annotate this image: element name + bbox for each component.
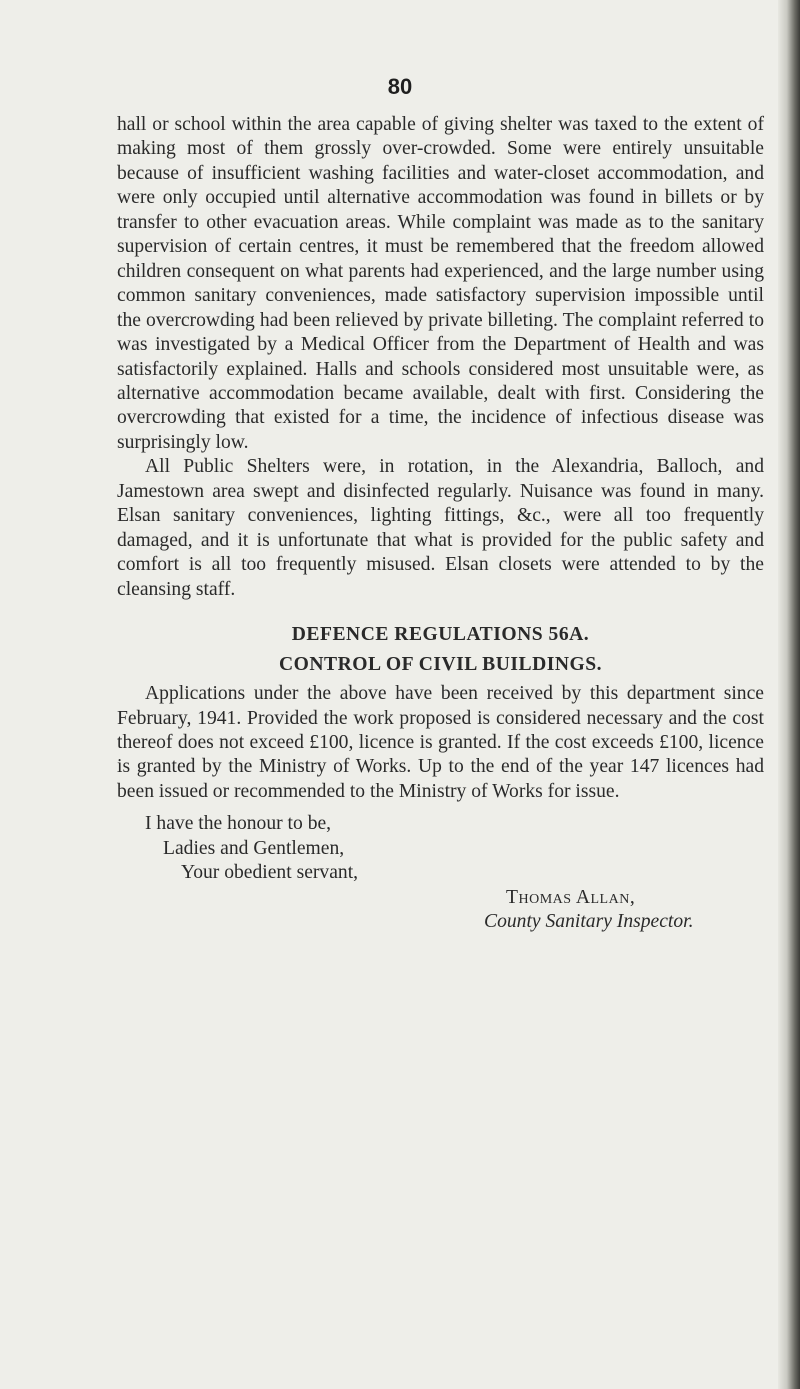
paragraph-shelter-overcrowding: hall or school within the area capable of giving shelter was taxed to the extent of making most of them grossly over-crowded. Some were entirely unsuitable because of insufficient washing facilities and water-closet accommodation, and were only occupied until alternative accommodation was found in billets or by transfer to other evacuation areas. While complaint was made as to the sanitary supervision of certain centres, it must be remembered that the freedom allowed children consequent on what parents had experienced, and the large number using common sanitary conveniences, made satisfactory supervision impossible until the overcrowding had been relieved by private billeting. The complaint referred to was investigated by a Medical Officer from the Department of Health and was satisfactorily explained. Halls and schools considered most unsuitable were, as alternative accommodation became available, dealt with first. Considering the overcrowding that existed for a time, the incidence of infectious disease was surprisingly low. [117,114,764,453]
page-edge-shadow [778,0,800,1389]
paragraph-applications: Applications under the above have been received by this department since February, 1941. Provided the work proposed is considered necessary and the cost thereof does not exceed £100, licence is granted. If the cost exceeds £100, licence is granted by the Ministry of Works. Up to the end of the year 147 licences had been issued or recommended to the Ministry of Works for issue. [117,683,764,802]
letter-closing [117,812,764,935]
page-number: 80 [387,74,413,99]
section-heading-defence-regulations: DEFENCE REGULATIONS 56A. [291,624,590,646]
paragraph-public-shelters: All Public Shelters were, in rotation, in the Alexandria, Balloch, and Jamestown area swept and disinfected regularly. Nuisance was found in many. Elsan sanitary conveniences, lighting fittings, &c., were all too frequently damaged, and it is unfortunate that what is provided for the public safety and comfort is all too frequently misused. Elsan closets were attended to by the cleansing staff. [117,456,764,600]
closing-honour-line: I have the honour to be, [145,813,332,835]
signature-title: County Sanitary Inspector. [484,911,694,933]
document-body [117,113,764,935]
closing-servant-line: Your obedient servant, [181,862,359,884]
signature-name: Thomas Allan, [506,886,636,908]
closing-salutation-line: Ladies and Gentlemen, [163,837,345,859]
section-heading-control-civil-buildings: CONTROL OF CIVIL BUILDINGS. [278,654,603,676]
